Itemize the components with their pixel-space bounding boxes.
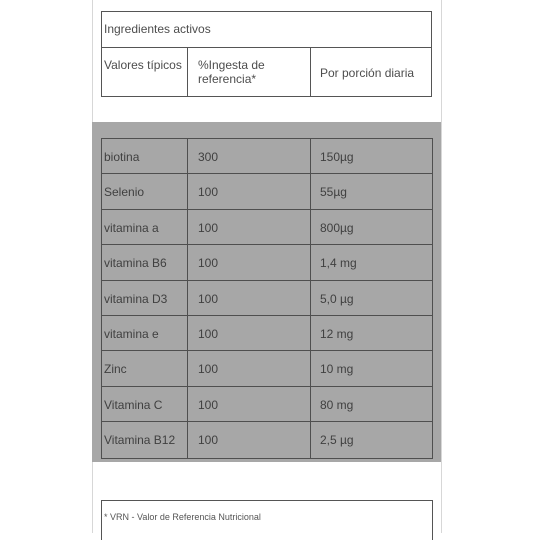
table-row [102, 210, 432, 245]
ingredient-name: Zinc [102, 351, 188, 385]
ingredient-name: Selenio [102, 174, 188, 208]
footnote: * VRN - Valor de Referencia Nutricional [101, 500, 433, 540]
daily-amount: 80 mg [320, 397, 354, 412]
daily-amount: 150µg [320, 150, 354, 164]
table-row [102, 387, 432, 422]
reference-percent: 100 [188, 422, 311, 457]
ingredient-name: vitamina B6 [102, 245, 188, 279]
daily-amount: 12 mg [320, 326, 354, 341]
reference-percent: 100 [188, 245, 311, 279]
reference-percent: 100 [188, 281, 311, 315]
values-table [101, 138, 433, 459]
ingredient-name: biotina [102, 139, 188, 173]
table-row [102, 351, 432, 386]
ingredient-name: Vitamina C [102, 387, 188, 421]
ingredient-name: vitamina D3 [102, 281, 188, 315]
reference-percent: 100 [188, 316, 311, 350]
table-row [102, 174, 432, 209]
daily-amount: 800µg [320, 220, 354, 235]
ingredient-name: vitamina e [102, 316, 188, 350]
daily-amount: 5,0 µg [320, 291, 354, 306]
reference-percent: 100 [188, 387, 311, 421]
column-header-daily-serving: Por porción diaria [320, 66, 415, 80]
reference-percent: 100 [188, 174, 311, 208]
ingredient-name: vitamina a [102, 210, 188, 244]
reference-percent: 300 [188, 139, 311, 173]
ingredient-name: Vitamina B12 [102, 422, 188, 457]
daily-amount: 1,4 mg [320, 256, 357, 271]
column-header-reference-intake: %Ingesta de referencia* [188, 48, 311, 97]
daily-amount: 55µg [320, 185, 347, 200]
table-row [102, 139, 432, 174]
column-header-typical-values: Valores típicos [102, 48, 188, 97]
header-table [101, 11, 432, 97]
table-row [102, 281, 432, 316]
table-row [102, 245, 432, 280]
reference-percent: 100 [188, 351, 311, 385]
daily-amount: 2,5 µg [320, 433, 354, 448]
table-row [102, 316, 432, 351]
right-border-line [441, 0, 442, 533]
daily-amount: 10 mg [320, 362, 354, 377]
table-title: Ingredientes activos [102, 12, 431, 48]
reference-percent: 100 [188, 210, 311, 244]
table-row [102, 422, 432, 457]
